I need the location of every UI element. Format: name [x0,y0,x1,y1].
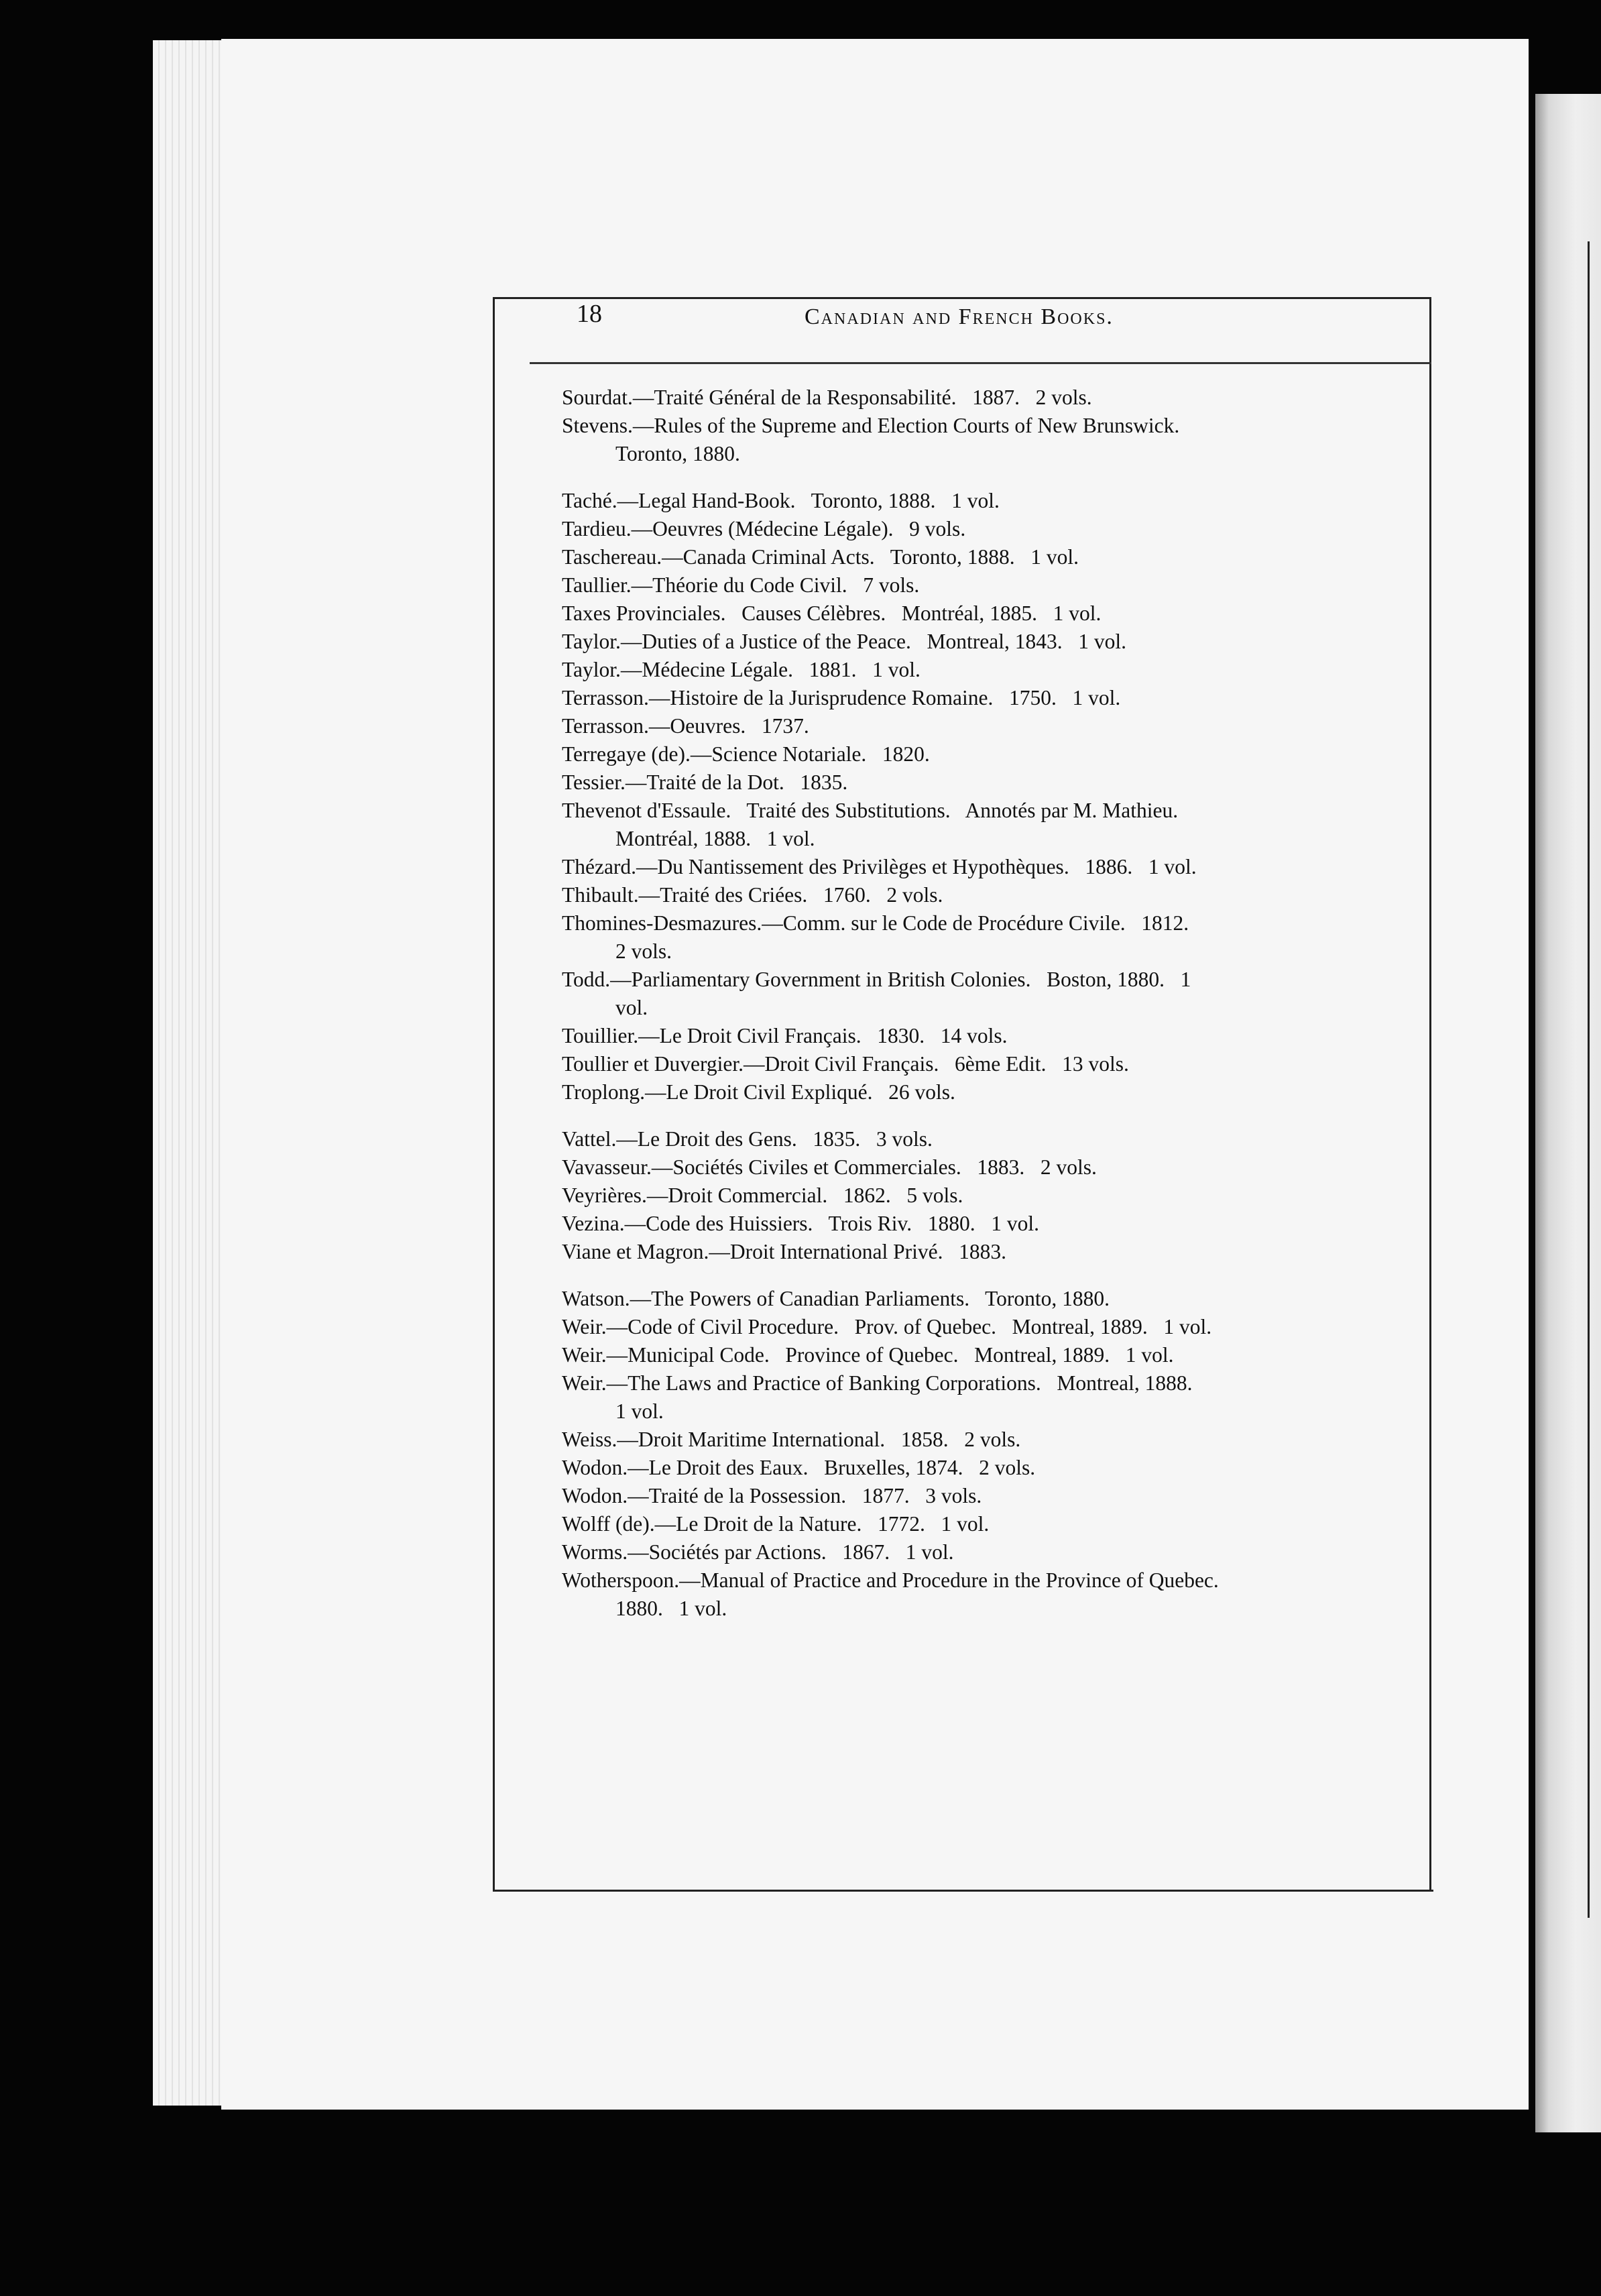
bottom-rule [495,1890,1433,1892]
header-rule [530,362,1431,364]
entry-continuation: Toronto, 1880. [615,442,740,465]
catalog-entry [562,1125,1393,1153]
entry-text: Thézard.—Du Nantissement des Privilèges et Hypothèques. 1886. 1 vol. [562,855,1197,878]
entry-text: Vezina.—Code des Huissiers. Trois Riv. 1880. 1 vol. [562,1212,1039,1235]
entry-text: Touillier.—Le Droit Civil Français. 1830. 14 vols. [562,1024,1008,1047]
catalog-entry [562,1022,1393,1050]
entry-text: Taschereau.—Canada Criminal Acts. Toronto, 1888. 1 vol. [562,545,1079,569]
page-header [530,298,1421,352]
catalog-entry [562,853,1393,881]
entry-text: Terregaye (de).—Science Notariale. 1820. [562,742,930,766]
entry-text: Worms.—Sociétés par Actions. 1867. 1 vol. [562,1540,954,1564]
catalog-entry [562,515,1393,543]
catalog-entry [562,797,1393,853]
catalog-entry [562,1510,1393,1538]
catalog-entry [562,656,1393,684]
entry-text: Todd.—Parliamentary Government in British Colonies. Boston, 1880. 1 [562,968,1191,991]
entry-text: Toullier et Duvergier.—Droit Civil Français. 6ème Edit. 13 vols. [562,1052,1129,1076]
entry-continuation: vol. [615,996,648,1019]
entry-continuation: 2 vols. [615,939,672,963]
entry-text: Weir.—Code of Civil Procedure. Prov. of Quebec. Montreal, 1889. 1 vol. [562,1315,1212,1338]
entry-text: Wodon.—Le Droit des Eaux. Bruxelles, 1874. 2 vols. [562,1456,1036,1479]
adjacent-page [1535,94,1601,2132]
running-title: Canadian and French Books. [805,304,1114,329]
entry-text: Vattel.—Le Droit des Gens. 1835. 3 vols. [562,1127,933,1151]
catalog-entry [562,1454,1393,1482]
catalog-entry [562,1313,1393,1341]
entry-text: Taullier.—Théorie du Code Civil. 7 vols. [562,573,920,597]
entry-text: Wodon.—Traité de la Possession. 1877. 3 vols. [562,1484,982,1507]
catalog-entry [562,628,1393,656]
catalog-entry [562,599,1393,628]
entry-text: Thibault.—Traité des Criées. 1760. 2 vols. [562,883,943,907]
catalog-entry [562,1538,1393,1566]
catalog-entry [562,881,1393,909]
catalog-entry [562,1050,1393,1078]
entry-continuation: 1880. 1 vol. [615,1597,727,1620]
section-gap [562,1266,1393,1285]
entry-text: Weiss.—Droit Maritime International. 1858. 2 vols. [562,1428,1021,1451]
entry-text: Taylor.—Duties of a Justice of the Peace. Montreal, 1843. 1 vol. [562,630,1126,653]
entry-text: Viane et Magron.—Droit International Privé. 1883. [562,1240,1006,1263]
entry-text: Watson.—The Powers of Canadian Parliaments. Toronto, 1880. [562,1287,1110,1310]
catalog-entry [562,1210,1393,1238]
catalog-entry [562,1426,1393,1454]
adjacent-page-border [1588,241,1590,1918]
section-gap [562,1106,1393,1125]
entry-text: Wotherspoon.—Manual of Practice and Procedure in the Province of Quebec. [562,1568,1219,1592]
entry-text: Tessier.—Traité de la Dot. 1835. [562,770,848,794]
catalog-entry [562,1341,1393,1369]
catalog-entry [562,412,1393,468]
entry-text: Thevenot d'Essaule. Traité des Substitutions. Annotés par M. Mathieu. [562,799,1179,822]
entry-text: Vavasseur.—Sociétés Civiles et Commerciales. 1883. 2 vols. [562,1155,1097,1179]
entry-text: Thomines-Desmazures.—Comm. sur le Code de Procédure Civile. 1812. [562,911,1189,935]
catalog-entry [562,1285,1393,1313]
entry-text: Weir.—Municipal Code. Province of Quebec. Montreal, 1889. 1 vol. [562,1343,1174,1367]
catalog-entry [562,1369,1393,1426]
entry-text: Taxes Provinciales. Causes Célèbres. Montréal, 1885. 1 vol. [562,601,1102,625]
catalog-entry [562,684,1393,712]
entry-text: Troplong.—Le Droit Civil Expliqué. 26 vols. [562,1080,955,1104]
entry-text: Tardieu.—Oeuvres (Médecine Légale). 9 vols. [562,517,966,540]
catalog-entry [562,740,1393,768]
catalog-entry [562,487,1393,515]
entry-text: Taylor.—Médecine Légale. 1881. 1 vol. [562,658,921,681]
catalog-entries [562,384,1393,1623]
entry-text: Weir.—The Laws and Practice of Banking Corporations. Montreal, 1888. [562,1371,1193,1395]
section-gap [562,468,1393,487]
page-number: 18 [577,300,602,328]
catalog-entry [562,768,1393,797]
entry-continuation: 1 vol. [615,1399,664,1423]
catalog-entry [562,384,1393,412]
entry-text: Sourdat.—Traité Général de la Responsabilité. 1887. 2 vols. [562,386,1092,409]
catalog-entry [562,543,1393,571]
catalog-entry [562,571,1393,599]
entry-text: Terrasson.—Oeuvres. 1737. [562,714,809,738]
entry-text: Wolff (de).—Le Droit de la Nature. 1772. 1 vol. [562,1512,990,1536]
catalog-entry [562,1482,1393,1510]
entry-continuation: Montréal, 1888. 1 vol. [615,827,815,850]
entry-text: Taché.—Legal Hand-Book. Toronto, 1888. 1 vol. [562,489,1000,512]
catalog-entry [562,1182,1393,1210]
catalog-entry [562,966,1393,1022]
catalog-entry [562,1078,1393,1106]
entry-text: Stevens.—Rules of the Supreme and Election Courts of New Brunswick. [562,414,1180,437]
catalog-entry [562,1238,1393,1266]
catalog-entry [562,909,1393,966]
catalog-entry [562,1153,1393,1182]
entry-text: Veyrières.—Droit Commercial. 1862. 5 vols. [562,1184,963,1207]
entry-text: Terrasson.—Histoire de la Jurisprudence Romaine. 1750. 1 vol. [562,686,1121,709]
catalog-entry [562,1566,1393,1623]
catalog-entry [562,712,1393,740]
